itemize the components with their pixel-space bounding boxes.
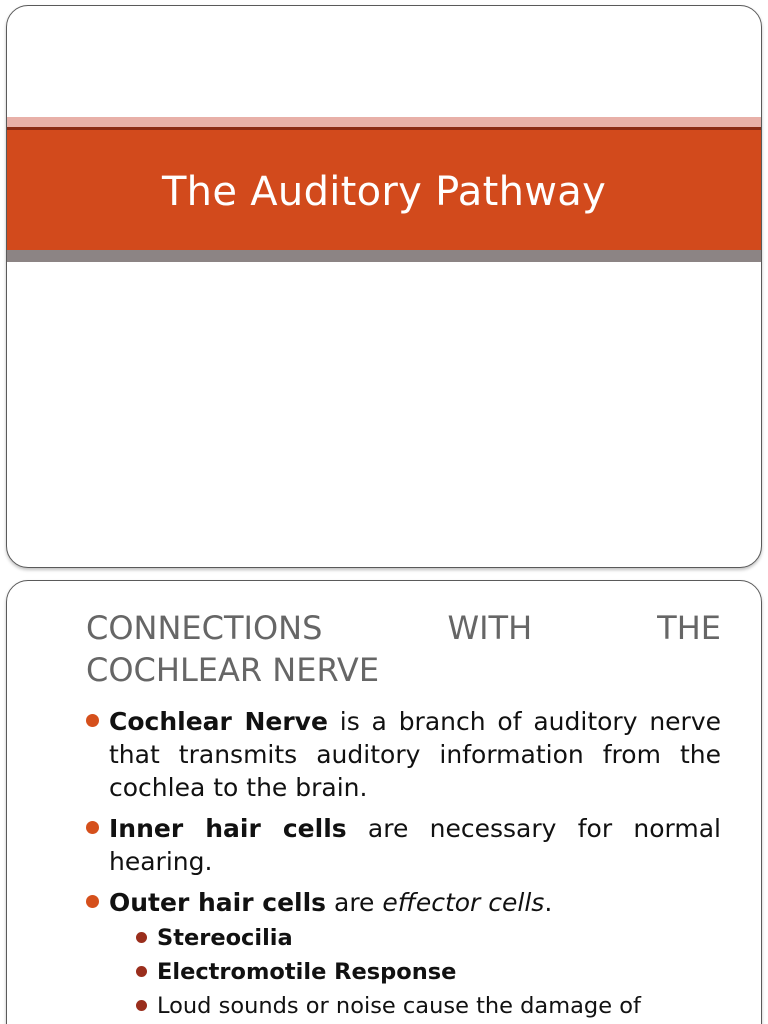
bullet-text: are (326, 888, 383, 917)
bullet-term: Inner hair cells (109, 814, 347, 843)
decorative-band-gray (7, 250, 761, 262)
sub-bullet-list (109, 923, 721, 1021)
heading-word: CONNECTIONS (86, 609, 323, 647)
bullet-list (86, 705, 721, 1021)
slide-title: The Auditory Pathway (161, 169, 607, 215)
sub-bullet-term: Stereocilia (157, 925, 293, 951)
bullet-emphasis: effector cells (382, 888, 545, 917)
bullet-term: Cochlear Nerve (109, 707, 328, 736)
bullet-text: . (544, 888, 553, 917)
heading-word: THE (657, 609, 721, 647)
title-band (7, 130, 761, 250)
sub-bullet-icon (136, 1000, 147, 1011)
bullet-item (86, 705, 721, 804)
slide-thumbnail-title[interactable] (6, 5, 762, 568)
bullet-item (86, 886, 721, 1021)
sub-bullet-text: Loud sounds or noise cause the damage of (157, 993, 641, 1019)
bullet-item (86, 812, 721, 878)
sub-bullet-item (109, 923, 721, 953)
slide-heading (86, 607, 721, 691)
bullet-term: Outer hair cells (109, 888, 327, 917)
bullet-icon (86, 714, 99, 727)
heading-word: WITH (447, 609, 533, 647)
slide-content (86, 607, 721, 1024)
sub-bullet-item (109, 991, 721, 1021)
bullet-text: is a branch of auditory nerve that transmits auditory information from the cochlea to the brain. (109, 707, 721, 802)
bullet-icon (86, 895, 99, 908)
sub-bullet-item (109, 957, 721, 987)
bullet-text: are necessary for normal hearing. (109, 814, 721, 876)
bullet-icon (86, 821, 99, 834)
sub-bullet-icon (136, 932, 147, 943)
heading-line-2: COCHLEAR NERVE (86, 651, 380, 689)
slide-thumbnail-content[interactable] (6, 580, 762, 1024)
decorative-band-light (7, 117, 761, 127)
sub-bullet-icon (136, 966, 147, 977)
heading-line-1 (86, 607, 721, 649)
sub-bullet-term: Electromotile Response (157, 959, 457, 985)
